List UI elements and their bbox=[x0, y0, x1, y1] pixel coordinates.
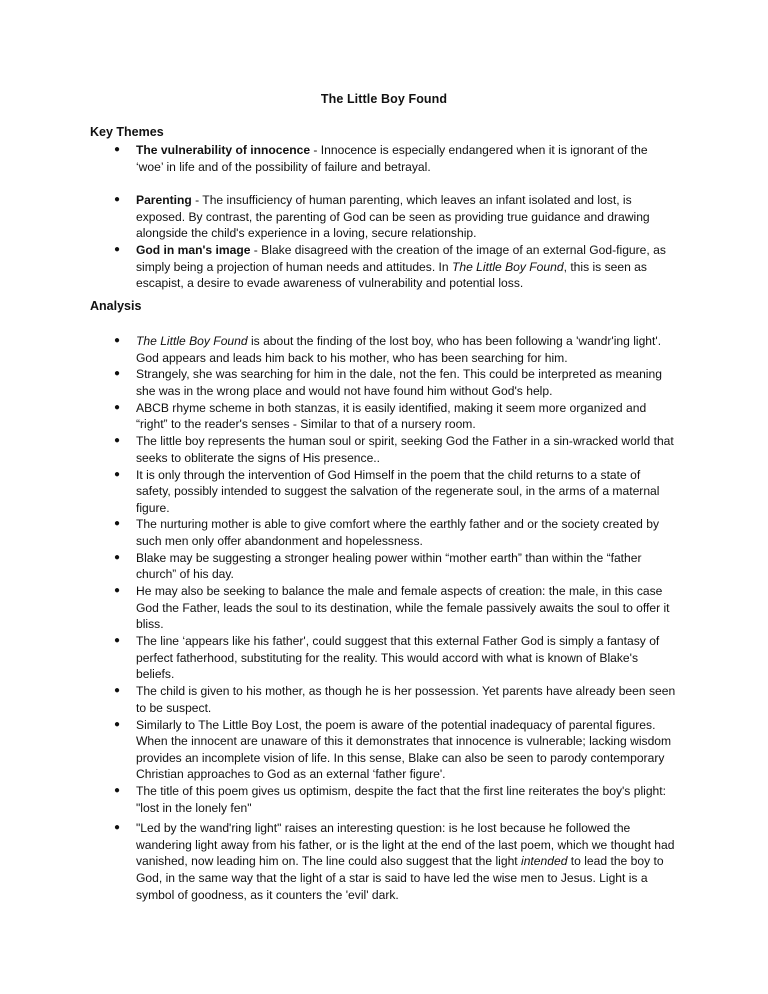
analysis-text: Strangely, she was searching for him in the dale, not the fen. This could be interpreted as meaning she was in the wrong place and would not have found him without God's help. bbox=[136, 367, 662, 398]
analysis-text: Blake may be suggesting a stronger healing power within “mother earth” than within the “father church” of his day. bbox=[136, 550, 642, 582]
list-item bbox=[0, 550, 768, 583]
theme-text: , this is seen as escapist, a desire to evade awareness of vulnerability and potential loss. bbox=[136, 259, 647, 291]
analysis-text: ABCB rhyme scheme in both stanzas, it is easily identified, making it seem more organized and “right” to the reader's senses - Similar to that of a nursery room. bbox=[136, 400, 647, 432]
list-item bbox=[0, 242, 768, 292]
bullet-icon: ● bbox=[114, 585, 121, 597]
theme-text: - Innocence is especially endangered when it is ignorant of the ‘woe’ in life and of the possibility of failure and betrayal. bbox=[136, 143, 648, 174]
emphasis-text: intended bbox=[521, 854, 568, 869]
analysis-heading: Analysis bbox=[90, 299, 142, 313]
analysis-text: The child is given to his mother, as though he is her possession. Yet parents have already been seen to be suspect. bbox=[136, 684, 676, 715]
analysis-text: The title of this poem gives us optimism, despite the fact that the first line reiterates the boy's plight: "lost in the lonely fen" bbox=[136, 784, 666, 815]
list-item bbox=[0, 633, 768, 683]
analysis-text: "Led by the wand'ring light" raises an interesting question: is he lost because he followed the wandering light away from his father, or is the light at the end of the last poem, which we thought had vanished, now leading him on. The line could also suggest that the light bbox=[136, 821, 675, 869]
list-item bbox=[0, 366, 768, 399]
list-item bbox=[0, 333, 768, 366]
key-themes-heading: Key Themes bbox=[90, 125, 164, 139]
bullet-icon: ● bbox=[114, 368, 121, 380]
theme-text: - Blake disagreed with the creation of the image of an external God-figure, as simply being a projection of human needs and attitudes. In bbox=[136, 242, 666, 274]
poem-title: The Little Boy Found bbox=[136, 334, 248, 348]
bullet-icon: ● bbox=[114, 551, 121, 563]
list-item bbox=[0, 400, 768, 433]
analysis-text: He may also be seeking to balance the male and female aspects of creation: the male, in this case God the Father, leads the soul to its destination, while the female passively awaits the soul to offer it bliss. bbox=[136, 584, 670, 632]
analysis-list bbox=[0, 333, 768, 903]
bullet-icon: ● bbox=[114, 401, 121, 413]
list-item bbox=[0, 433, 768, 466]
analysis-text: Similarly to The Little Boy Lost, the poem is aware of the potential inadequacy of parental figures. When the innocent are unaware of this it demonstrates that innocence is vulnerable; lacking wisdom provides an incomplete vision of life. In this sense, Blake can also be seen to parody contemporary Christian approaches to God as an external ‘father figure'. bbox=[136, 717, 672, 782]
list-item bbox=[0, 467, 768, 517]
page-title: The Little Boy Found bbox=[320, 92, 448, 106]
bullet-icon: ● bbox=[114, 635, 121, 647]
list-item bbox=[0, 820, 768, 903]
bullet-icon: ● bbox=[114, 822, 121, 834]
bullet-icon: ● bbox=[114, 144, 121, 155]
list-item bbox=[0, 683, 768, 716]
bullet-icon: ● bbox=[114, 685, 121, 697]
theme-term: God in man's image bbox=[136, 242, 251, 257]
bullet-icon: ● bbox=[114, 194, 121, 206]
bullet-icon: ● bbox=[114, 785, 121, 797]
analysis-text: to lead the boy to God, in the same way that the light of a star is said to have led the wise men to Jesus. Light is a symbol of goodness, as it counters the 'evil' dark. bbox=[136, 854, 664, 902]
list-item bbox=[0, 516, 768, 549]
bullet-icon: ● bbox=[114, 243, 121, 255]
bullet-icon: ● bbox=[114, 468, 121, 480]
list-item bbox=[0, 142, 768, 175]
theme-text: - The insufficiency of human parenting, which leaves an infant isolated and lost, is exposed. By contrast, the parenting of God can be seen as providing true guidance and drawing alongside the child's experience in a loving, secure relationship. bbox=[136, 193, 650, 241]
list-item bbox=[0, 783, 768, 816]
bullet-icon: ● bbox=[114, 335, 121, 346]
list-item bbox=[0, 192, 768, 242]
analysis-text: It is only through the intervention of God Himself in the poem that the child returns to a state of safety, possibly intended to suggest the salvation of the regenerate soul, in the arms of a maternal figure. bbox=[136, 467, 660, 515]
key-themes-list bbox=[0, 142, 768, 292]
analysis-text: is about the finding of the lost boy, who has been following a 'wandr'ing light'. God appears and leads him back to his mother, who has been searching for him. bbox=[136, 334, 662, 365]
analysis-text: The nurturing mother is able to give comfort where the earthly father and or the society created by such men only offer abandonment and hopelessness. bbox=[136, 517, 659, 549]
theme-term: The vulnerability of innocence bbox=[136, 143, 311, 157]
list-item bbox=[0, 583, 768, 633]
bullet-icon: ● bbox=[114, 718, 121, 730]
theme-term: Parenting bbox=[136, 193, 192, 208]
bullet-icon: ● bbox=[114, 435, 121, 447]
bullet-icon: ● bbox=[114, 518, 121, 530]
analysis-text: The line ‘appears like his father', could suggest that this external Father God is simply a fantasy of perfect fatherhood, substituting for the reality. This would accord with what is known of Blake's beliefs. bbox=[136, 634, 660, 682]
list-item bbox=[0, 717, 768, 783]
poem-title: The Little Boy Found bbox=[451, 259, 564, 274]
analysis-text: The little boy represents the human soul or spirit, seeking God the Father in a sin-wracked world that seeks to obliterate the signs of His presence.. bbox=[136, 434, 674, 465]
